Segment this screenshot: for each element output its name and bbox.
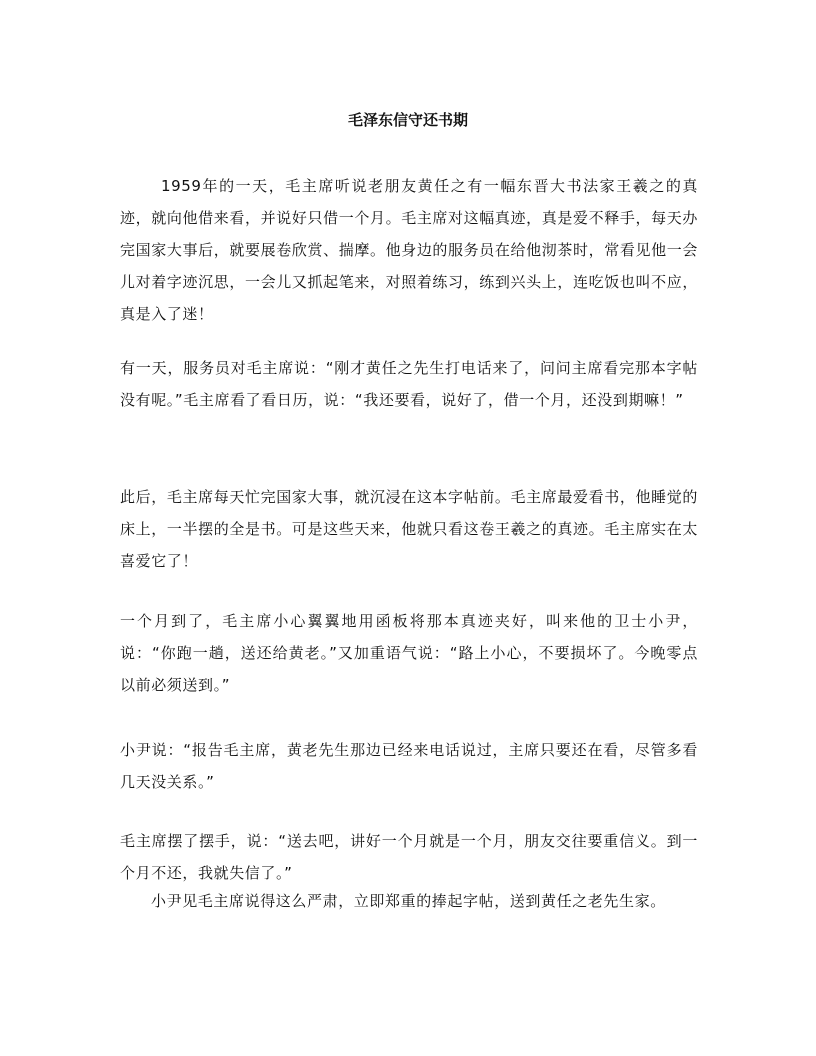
paragraph-5: 小尹说：“报告毛主席，黄老先生那边已经来电话说过，主席只要还在看，尽管多看几天没关系。” (120, 741, 698, 791)
paragraph-6: 毛主席摆了摆手，说：“送去吧，讲好一个月就是一个月，朋友交往要重信义。到一个月不还，我就失信了。” (120, 832, 698, 882)
paragraph-1: 1959年的一天，毛主席听说老朋友黄任之有一幅东晋大书法家王羲之的真迹，就向他借来看，并说好只借一个月。毛主席对这幅真迹，真是爱不释手，每天办完国家大事后，就要展卷欣赏、揣摩。他身边的服务员在给他沏茶时，常看见他一会儿对着字迹沉思，一会儿又抓起笔来，对照着练习，练到兴头上，连吃饭也叫不应，真是入了迷！ (120, 177, 698, 323)
paragraph-7: 小尹见毛主席说得这么严肃，立即郑重的捧起字帖，送到黄任之老先生家。 (151, 892, 666, 910)
page-title: 毛泽东信守还书期 (347, 111, 468, 129)
paragraph-4: 一个月到了，毛主席小心翼翼地用函板将那本真迹夹好，叫来他的卫士小尹，说：“你跑一趟，送还给黄老。”又加重语气说：“路上小心，不要损坏了。今晚零点以前必须送到。” (120, 612, 698, 694)
paragraph-2: 有一天，服务员对毛主席说：“刚才黄任之先生打电话来了，问问主席看完那本字帖没有呢。”毛主席看了看日历，说：“我还要看，说好了，借一个月，还没到期嘛！” (120, 359, 698, 409)
paragraph-3: 此后，毛主席每天忙完国家大事，就沉浸在这本字帖前。毛主席最爱看书，他睡觉的床上，一半摆的全是书。可是这些天来，他就只看这卷王羲之的真迹。毛主席实在太喜爱它了！ (120, 488, 698, 570)
